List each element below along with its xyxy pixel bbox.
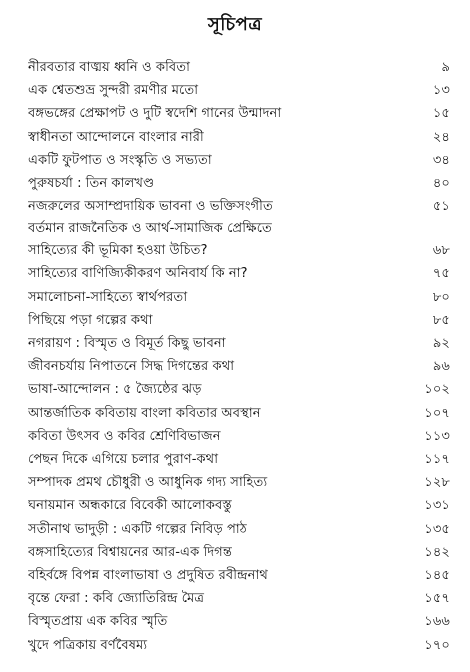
toc-entry-title: সমালোচনা-সাহিত্যে স্বার্থপরতা <box>28 289 188 305</box>
toc-entry-page: ১১৩ <box>424 428 450 444</box>
toc-entry-title: নীরবতার বাঙ্ময় ধ্বনি ও কবিতা <box>28 60 190 75</box>
toc-entry-title: পেছন দিকে এগিয়ে চলার পুরাণ-কথা <box>28 452 219 468</box>
toc-entry-page: ১৫৭ <box>424 591 450 607</box>
toc-entry-page: ১০২ <box>424 382 450 398</box>
toc-entry-page: ১৩১ <box>424 498 450 514</box>
toc-entry-page: ২৪ <box>432 129 450 145</box>
toc-entry <box>28 471 450 494</box>
toc-entry-title: পুরুষচর্যা : তিন কালখণ্ড <box>28 176 155 192</box>
toc-entry <box>28 402 450 425</box>
toc-entry-page: ১০৭ <box>424 405 450 421</box>
toc-entry-page: ১৩৫ <box>424 521 450 537</box>
toc-entry-page: ১৫ <box>432 106 450 122</box>
toc-entry <box>28 448 450 471</box>
toc-entry-title: ভাষা-আন্দোলন : ৫ জ্যৈষ্ঠের ঝড় <box>28 382 202 398</box>
toc-entry <box>28 102 450 125</box>
toc-entry <box>28 172 450 195</box>
toc-entry-page: ৯৬ <box>432 359 450 375</box>
toc-entry-title: বৃন্তে ফেরা : কবি জ্যোতিরিন্দ্র মৈত্র <box>28 591 205 607</box>
toc-entry-title: স্বাধীনতা আন্দোলনে বাংলার নারী <box>28 129 204 145</box>
toc-entry-title-line: বর্তমান রাজনৈতিক ও আর্থ-সামাজিক প্রেক্ষিতে <box>28 221 272 237</box>
page-title: সূচিপত্র <box>207 14 263 35</box>
toc-entry-page: ১১৭ <box>424 452 450 468</box>
toc-entry-title: নজরুলের অসাম্প্রদায়িক ভাবনা ও ভক্তিসংগীত <box>28 199 273 215</box>
toc-entry-page: ১২৮ <box>424 475 450 491</box>
toc-entry <box>28 355 450 378</box>
toc-entry <box>28 610 450 633</box>
toc-entry-page: ১৪৫ <box>424 568 450 584</box>
toc-entry-title: কবিতা উৎসব ও কবির শ্রেণিবিভাজন <box>28 428 221 444</box>
toc-entry-page: ৫১ <box>432 199 450 215</box>
toc-entry-title: একটি ফুটপাত ও সংস্কৃতি ও সভ্যতা <box>28 152 212 168</box>
toc-entry-title-line: সাহিত্যের কী ভূমিকা হওয়া উচিত? <box>28 243 208 259</box>
toc-entry-title <box>28 218 416 262</box>
toc-entry-page: ৪০ <box>432 176 450 192</box>
toc-list <box>28 56 450 657</box>
toc-entry-title: বঙ্গভঙ্গের প্রেক্ষাপট ও দুটি স্বদেশি গানের উন্মাদনা <box>28 106 282 122</box>
toc-entry-page: ১৬৬ <box>424 614 450 630</box>
toc-entry <box>28 149 450 172</box>
toc-entry <box>28 286 450 309</box>
toc-entry-page: ৯ <box>441 60 450 75</box>
toc-entry-page: ১৭০ <box>424 637 450 653</box>
toc-entry-title: পিছিয়ে পড়া গল্পের কথা <box>28 312 153 328</box>
toc-entry <box>28 126 450 149</box>
toc-entry-title: নগরায়ণ : বিস্মৃত ও বিমূর্ত কিছু ভাবনা <box>28 336 226 352</box>
toc-entry <box>28 262 450 285</box>
toc-entry-title: এক শ্বেতশুভ্র সুন্দরী রমণীর মতো <box>28 83 199 99</box>
toc-entry-title: সম্পাদক প্রমথ চৌধুরী ও আধুনিক গদ্য সাহিত্য <box>28 475 268 491</box>
toc-entry <box>28 56 450 79</box>
toc-entry <box>28 309 450 332</box>
toc-entry <box>28 541 450 564</box>
toc-entry <box>28 332 450 355</box>
toc-entry-title: ঘনায়মান অন্ধকারে বিবেকী আলোকবস্তু <box>28 498 232 514</box>
toc-entry-page: ৩৪ <box>432 152 450 168</box>
toc-entry-title: সাহিত্যের বাণিজ্যিকীকরণ অনিবার্য কি না? <box>28 266 248 282</box>
toc-entry <box>28 564 450 587</box>
toc-entry-title: আন্তর্জাতিক কবিতায় বাংলা কবিতার অবস্থান <box>28 405 261 421</box>
toc-entry <box>28 378 450 401</box>
toc-entry-page: ১৩ <box>432 83 450 99</box>
toc-entry <box>28 425 450 448</box>
toc-entry-page: ১৪২ <box>424 544 450 560</box>
toc-entry-page: ৮৫ <box>432 312 450 328</box>
toc-entry-page: ৮০ <box>432 289 450 305</box>
toc-entry-page: ৯২ <box>432 336 450 352</box>
toc-entry-title: বহির্বঙ্গে বিপন্ন বাংলাভাষা ও প্রদুষিত রবীন্দ্রনাথ <box>28 568 268 584</box>
toc-entry-page: ৭৫ <box>432 266 450 282</box>
toc-entry-title: বঙ্গসাহিত্যের বিশ্বায়নের আর-এক দিগন্ত <box>28 544 232 560</box>
toc-entry-page: ৬৮ <box>432 243 450 259</box>
toc-entry-title: সতীনাথ ভাদুড়ী : একটি গল্পের নিবিড় পাঠ <box>28 521 247 537</box>
toc-entry-title: বিস্মৃতপ্রায় এক কবির স্মৃতি <box>28 614 168 630</box>
toc-entry <box>28 494 450 517</box>
toc-entry <box>28 518 450 541</box>
toc-entry <box>28 634 450 657</box>
toc-entry <box>28 195 450 218</box>
toc-entry <box>28 218 450 262</box>
toc-entry-title: জীবনচর্যায় নিপাতনে সিদ্ধ দিগন্তের কথা <box>28 359 235 375</box>
toc-entry-title: খুদে পত্রিকায় বর্ণবৈষম্য <box>28 637 148 653</box>
toc-entry <box>28 79 450 102</box>
toc-entry <box>28 587 450 610</box>
